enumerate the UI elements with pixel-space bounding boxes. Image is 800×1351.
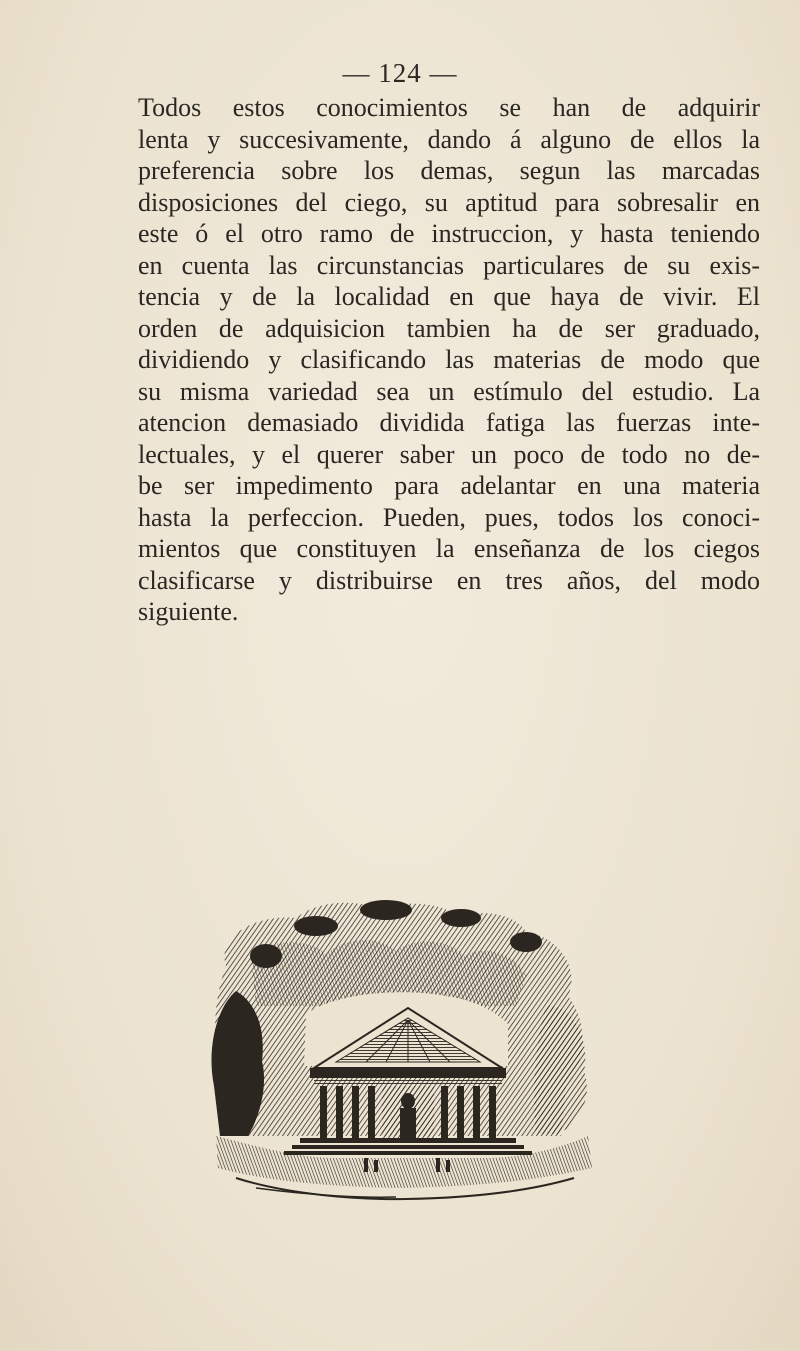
page-number: — 124 — <box>342 58 458 88</box>
text-line: clasificarse y distribuirse en tres años, del modo <box>138 565 760 595</box>
text-line: disposiciones del ciego, su aptitud para sobresalir en <box>138 187 760 217</box>
text-line: lenta y succesivamente, dando á alguno de ellos la <box>138 124 760 154</box>
text-line: lectuales, y el querer saber un poco de todo no de- <box>138 439 760 469</box>
text-line: siguiente. <box>138 597 239 626</box>
text-line: mientos que constituyen la enseñanza de los ciegos <box>138 534 760 563</box>
text-line: este ó el otro ramo de instruccion, y hasta teniendo <box>138 219 760 248</box>
text-line: preferencia sobre los demas, segun las marcadas <box>138 156 760 185</box>
text-line: be ser impedimento para adelantar en una materia <box>138 471 760 500</box>
text-line: orden de adquisicion tambien ha de ser graduado, <box>138 313 760 343</box>
engraved-temple-landscape-icon <box>196 896 606 1201</box>
text-line: en cuenta las circunstancias particulares de su exis- <box>138 250 760 280</box>
body-paragraph <box>138 92 760 628</box>
text-line: atencion demasiado dividida fatiga las fuerzas inte- <box>138 408 760 437</box>
text-line: su misma variedad sea un estímulo del estudio. La <box>138 376 760 406</box>
text-line: hasta la perfeccion. Pueden, pues, todos los conoci- <box>138 502 760 532</box>
text-line: tencia y de la localidad en que haya de vivir. El <box>138 282 760 311</box>
text-line: dividiendo y clasificando las materias de modo que <box>138 345 760 374</box>
text-line: Todos estos conocimientos se han de adquirir <box>138 93 760 122</box>
